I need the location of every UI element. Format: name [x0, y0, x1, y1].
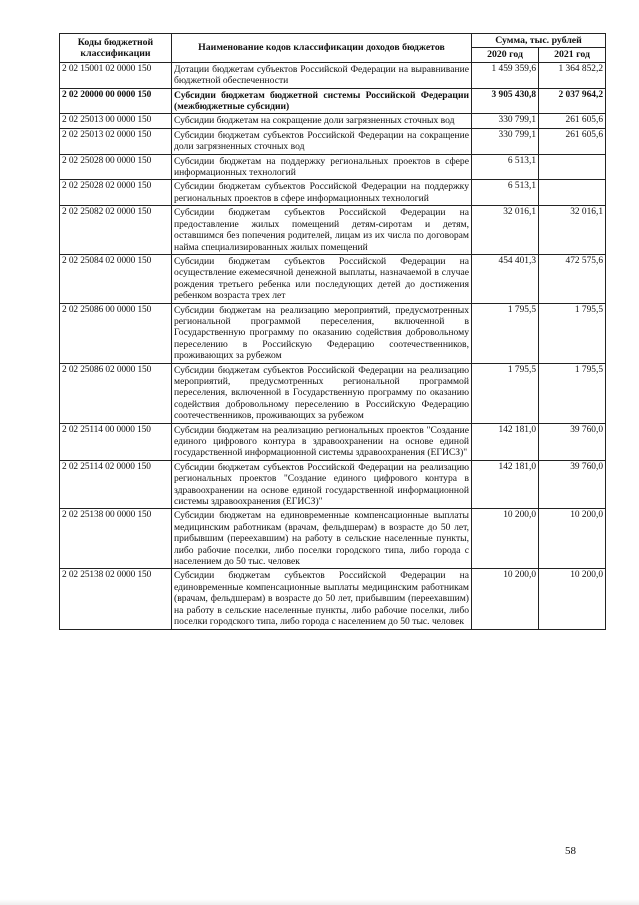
- row-code: 2 02 25028 02 0000 150: [60, 180, 172, 206]
- row-amount-2021: 1 364 852,2: [539, 62, 606, 88]
- table-row: [60, 509, 606, 569]
- row-code: 2 02 25114 02 0000 150: [60, 460, 172, 509]
- row-code: 2 02 25086 00 0000 150: [60, 303, 172, 363]
- budget-income-table: [59, 33, 606, 630]
- row-amount-2020: 32 016,1: [472, 206, 539, 255]
- row-amount-2021: 472 575,6: [539, 254, 606, 303]
- row-code: 2 02 20000 00 0000 150: [60, 88, 172, 114]
- row-amount-2021: 39 760,0: [539, 460, 606, 509]
- header-codes: Коды бюджетной классификации: [60, 34, 172, 63]
- page-number: 58: [565, 845, 576, 857]
- table-row: [60, 154, 606, 180]
- table-row: [60, 180, 606, 206]
- row-name: Субсидии бюджетам бюджетной системы Российской Федерации (межбюджетные субсидии): [172, 88, 472, 114]
- row-name: Субсидии бюджетам на реализацию мероприятий, предусмотренных региональной программой переселения, включенной в Государственную программу по оказанию содействия добровольному переселению в Российскую Федерацию соотечественников, проживающих за рубежом: [172, 303, 472, 363]
- row-amount-2020: 3 905 430,8: [472, 88, 539, 114]
- row-code: 2 02 25138 02 0000 150: [60, 569, 172, 629]
- row-amount-2020: 10 200,0: [472, 509, 539, 569]
- row-amount-2021: 32 016,1: [539, 206, 606, 255]
- table-row: [60, 254, 606, 303]
- row-amount-2020: 142 181,0: [472, 460, 539, 509]
- row-code: 2 02 25082 02 0000 150: [60, 206, 172, 255]
- row-code: 2 02 25114 00 0000 150: [60, 423, 172, 460]
- row-amount-2020: 142 181,0: [472, 423, 539, 460]
- header-sum: Сумма, тыс. рублей: [472, 34, 606, 48]
- header-name: Наименование кодов классификации доходов бюджетов: [172, 34, 472, 63]
- header-year-2020: 2020 год: [472, 48, 539, 62]
- table-row: [60, 206, 606, 255]
- row-name: Субсидии бюджетам субъектов Российской Федерации на единовременные компенсационные выплаты медицинским работникам (врачам, фельдшерам) в возрасте до 50 лет, прибывшим (переехавшим) на работу в сельские населенные пункты, либо рабочие поселки, либо поселки городского типа, либо города с населением до 50 тыс. человек: [172, 569, 472, 629]
- row-amount-2020: 10 200,0: [472, 569, 539, 629]
- row-amount-2021: 261 605,6: [539, 128, 606, 154]
- row-amount-2020: 330 799,1: [472, 114, 539, 128]
- row-name: Субсидии бюджетам субъектов Российской Федерации на предоставление жилых помещений детям-сиротам и детям, оставшимся без попечения родителей, лицам из их числа по договорам найма специализированных жилых помещений: [172, 206, 472, 255]
- row-name: Субсидии бюджетам субъектов Российской Федерации на реализацию региональных проектов "Создание единого цифрового контура в здравоохранении на основе единой государственной информационной системы здравоохранения (ЕГИСЗ)": [172, 460, 472, 509]
- row-name: Субсидии бюджетам на реализацию региональных проектов "Создание единого цифрового контура в здравоохранении на основе единой государственной информационной системы здравоохранения (ЕГИСЗ)": [172, 423, 472, 460]
- row-code: 2 02 25028 00 0000 150: [60, 154, 172, 180]
- row-name: Дотации бюджетам субъектов Российской Федерации на выравнивание бюджетной обеспеченности: [172, 62, 472, 88]
- row-amount-2021: 2 037 964,2: [539, 88, 606, 114]
- row-amount-2020: 6 513,1: [472, 154, 539, 180]
- row-amount-2021: [539, 154, 606, 180]
- row-code: 2 02 25138 00 0000 150: [60, 509, 172, 569]
- row-name: Субсидии бюджетам на единовременные компенсационные выплаты медицинским работникам (врачам, фельдшерам) в возрасте до 50 лет, прибывшим (переехавшим) на работу в сельские населенные пункты, либо рабочие поселки, либо поселки городского типа, либо города с населением до 50 тыс. человек: [172, 509, 472, 569]
- table-row: [60, 363, 606, 423]
- row-name: Субсидии бюджетам на поддержку региональных проектов в сфере информационных технологий: [172, 154, 472, 180]
- row-amount-2021: 1 795,5: [539, 303, 606, 363]
- row-code: 2 02 25013 00 0000 150: [60, 114, 172, 128]
- row-amount-2020: 1 795,5: [472, 363, 539, 423]
- table-row: [60, 62, 606, 88]
- row-amount-2021: 10 200,0: [539, 509, 606, 569]
- table-row: [60, 128, 606, 154]
- table-row: [60, 460, 606, 509]
- table-row: [60, 423, 606, 460]
- row-amount-2021: 10 200,0: [539, 569, 606, 629]
- row-name: Субсидии бюджетам субъектов Российской Федерации на осуществление ежемесячной денежной выплаты, назначаемой в случае рождения третьего ребенка или последующих детей до достижения ребенком возраста трех лет: [172, 254, 472, 303]
- header-year-2021: 2021 год: [539, 48, 606, 62]
- row-amount-2021: [539, 180, 606, 206]
- scan-edge-shadow: [0, 899, 639, 905]
- row-name: Субсидии бюджетам субъектов Российской Федерации на сокращение доли загрязненных сточных вод: [172, 128, 472, 154]
- row-amount-2020: 1 795,5: [472, 303, 539, 363]
- row-code: 2 02 15001 02 0000 150: [60, 62, 172, 88]
- row-code: 2 02 25086 02 0000 150: [60, 363, 172, 423]
- row-amount-2020: 1 459 359,6: [472, 62, 539, 88]
- row-amount-2020: 6 513,1: [472, 180, 539, 206]
- row-amount-2021: 39 760,0: [539, 423, 606, 460]
- row-amount-2020: 330 799,1: [472, 128, 539, 154]
- row-code: 2 02 25013 02 0000 150: [60, 128, 172, 154]
- table-row: [60, 88, 606, 114]
- row-name: Субсидии бюджетам субъектов Российской Федерации на реализацию мероприятий, предусмотренных региональной программой переселения, включенной в Государственную программу по оказанию содействия добровольному переселению в Российскую Федерацию соотечественников, проживающих за рубежом: [172, 363, 472, 423]
- row-name: Субсидии бюджетам на сокращение доли загрязненных сточных вод: [172, 114, 472, 128]
- table-row: [60, 303, 606, 363]
- table-row: [60, 114, 606, 128]
- row-name: Субсидии бюджетам субъектов Российской Федерации на поддержку региональных проектов в сфере информационных технологий: [172, 180, 472, 206]
- row-amount-2021: 1 795,5: [539, 363, 606, 423]
- table-row: [60, 569, 606, 629]
- row-amount-2020: 454 401,3: [472, 254, 539, 303]
- row-amount-2021: 261 605,6: [539, 114, 606, 128]
- row-code: 2 02 25084 02 0000 150: [60, 254, 172, 303]
